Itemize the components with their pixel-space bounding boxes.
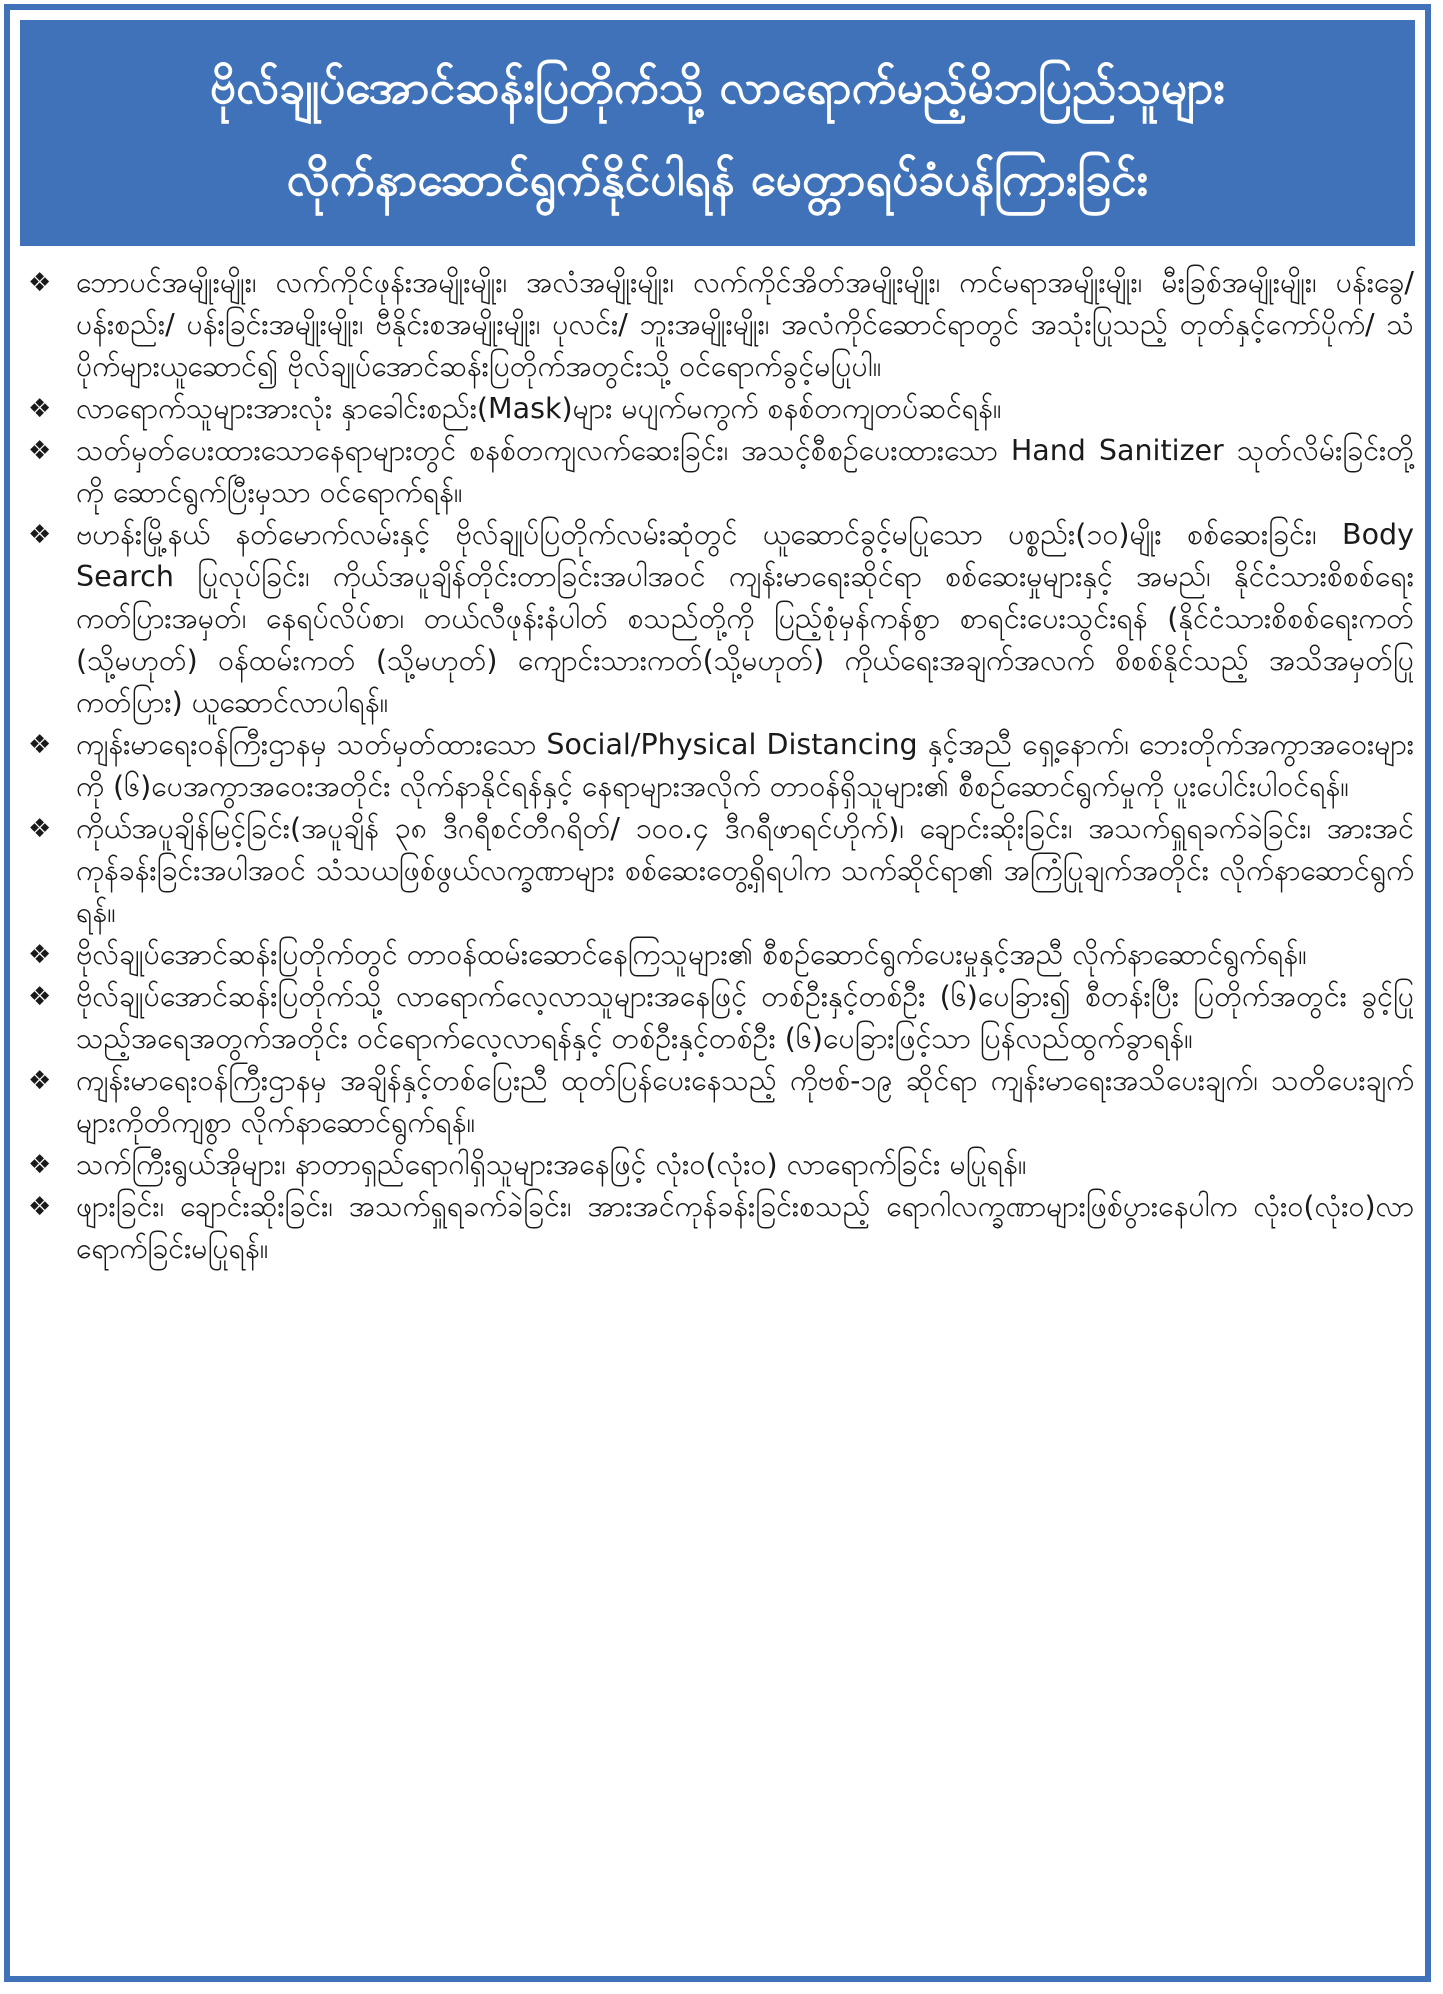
list-item (24, 430, 1414, 514)
list-item (24, 724, 1414, 808)
diamond-bullet-icon: ❖ (28, 436, 52, 466)
list-item-text: သတ်မှတ်ပေးထားသောနေရာများတွင် စနစ်တကျလက်ဆေးခြင်း၊ အသင့်စီစဉ်ပေးထားသော Hand Sanitizer သုတ်လိမ်းခြင်းတို့ကို ဆောင်ရွက်ပြီးမှသာ ဝင်ရောက်ရန်။ (76, 434, 1414, 509)
list-item-text: ဘောပင်အမျိုးမျိုး၊ လက်ကိုင်ဖုန်းအမျိုးမျိုး၊ အလံအမျိုးမျိုး၊ လက်ကိုင်အိတ်အမျိုးမျိုး၊ ကင်မရာအမျိုးမျိုး၊ မီးခြစ်အမျိုးမျိုး၊ ပန်းခွေ/ ပန်းစည်း/ ပန်းခြင်းအမျိုးမျိုး၊ ဗီနိုင်းစအမျိုးမျိုး၊ ပုလင်း/ ဘူးအမျိုးမျိုး၊ အလံကိုင်ဆောင်ရာတွင် အသုံးပြုသည့် တုတ်နှင့်ကော်ပိုက်/ သံပိုက်များယူဆောင်၍ ဗိုလ်ချုပ်အောင်ဆန်းပြတိုက်အတွင်းသို့ ဝင်ရောက်ခွင့်မပြုပါ။ (76, 266, 1414, 383)
list-item-text: ဗဟန်းမြို့နယ် နတ်မောက်လမ်းနှင့် ဗိုလ်ချုပ်ပြတိုက်လမ်းဆုံတွင် ယူဆောင်ခွင့်မပြုသော ပစ္စည်း(၁၀)မျိုး စစ်ဆေးခြင်း၊ Body Search ပြုလုပ်ခြင်း၊ ကိုယ်အပူချိန်တိုင်းတာခြင်းအပါအဝင် ကျန်းမာရေးဆိုင်ရာ စစ်ဆေးမှုများနှင့် အမည်၊ နိုင်ငံသားစိစစ်ရေးကတ်ပြားအမှတ်၊ နေရပ်လိပ်စာ၊ တယ်လီဖုန်းနံပါတ် စသည်တို့ကို ပြည့်စုံမှန်ကန်စွာ စာရင်းပေးသွင်းရန် (နိုင်ငံသားစိစစ်ရေးကတ် (သို့မဟုတ်) ဝန်ထမ်းကတ် (သို့မဟုတ်) ကျောင်းသားကတ်(သို့မဟုတ်) ကိုယ်ရေးအချက်အလက် စိစစ်နိုင်သည့် အသိအမှတ်ပြုကတ်ပြား) ယူဆောင်လာပါရန်။ (76, 518, 1414, 719)
diamond-bullet-icon: ❖ (28, 520, 52, 550)
list-item-text: ဖျားခြင်း၊ ချောင်းဆိုးခြင်း၊ အသက်ရှူရခက်ခဲခြင်း၊ အားအင်ကုန်ခန်းခြင်းစသည့် ရောဂါလက္ခဏာများဖြစ်ပွားနေပါက လုံးဝ(လုံးဝ)လာရောက်ခြင်းမပြုရန်။ (76, 1190, 1414, 1265)
list-item-text: ကျန်းမာရေးဝန်ကြီးဌာနမှ သတ်မှတ်ထားသော Social/Physical Distancing နှင့်အညီ ရှေ့နောက်၊ ဘေးတိုက်အကွာအဝေးများကို (၆)ပေအကွာအဝေးအတိုင်း လိုက်နာနိုင်ရန်နှင့် နေရာများအလိုက် တာဝန်ရှိသူများ၏ စီစဉ်ဆောင်ရွက်မှုကို ပူးပေါင်းပါဝင်ရန်။ (76, 728, 1414, 803)
list-item-text: သက်ကြီးရွယ်အိုများ၊ နာတာရှည်ရောဂါရှိသူများအနေဖြင့် လုံးဝ(လုံးဝ) လာရောက်ခြင်း မပြုရန်။ (76, 1148, 1027, 1181)
list-item (24, 976, 1414, 1060)
list-item (24, 808, 1414, 934)
diamond-bullet-icon: ❖ (28, 1192, 52, 1222)
diamond-bullet-icon: ❖ (28, 1066, 52, 1096)
notice-list (24, 262, 1414, 1270)
list-item-text: လာရောက်သူများအားလုံး နှာခေါင်းစည်း(Mask)များ မပျက်မကွက် စနစ်တကျတပ်ဆင်ရန်။ (76, 392, 1002, 425)
list-item (24, 1060, 1414, 1144)
list-item-text: ဗိုလ်ချုပ်အောင်ဆန်းပြတိုက်သို့ လာရောက်လေ့လာသူများအနေဖြင့် တစ်ဦးနှင့်တစ်ဦး (၆)ပေခြား၍ စီတန်းပြီး ပြတိုက်အတွင်း ခွင့်ပြုသည့်အရေအတွက်အတိုင်း ဝင်ရောက်လေ့လာရန်နှင့် တစ်ဦးနှင့်တစ်ဦး (၆)ပေခြားဖြင့်သာ ပြန်လည်ထွက်ခွာရန်။ (76, 980, 1414, 1055)
list-item (24, 514, 1414, 724)
title-banner (20, 20, 1415, 246)
diamond-bullet-icon: ❖ (28, 1150, 52, 1180)
diamond-bullet-icon: ❖ (28, 394, 52, 424)
diamond-bullet-icon: ❖ (28, 940, 52, 970)
list-item (24, 934, 1414, 976)
diamond-bullet-icon: ❖ (28, 982, 52, 1012)
notice-page (4, 4, 1431, 1982)
list-item-text: ဗိုလ်ချုပ်အောင်ဆန်းပြတိုက်တွင် တာဝန်ထမ်းဆောင်နေကြသူများ၏ စီစဉ်ဆောင်ရွက်ပေးမှုနှင့်အညီ လိုက်နာဆောင်ရွက်ရန်။ (76, 938, 1307, 971)
title-line-1: ဗိုလ်ချုပ်အောင်ဆန်းပြတိုက်သို့ လာရောက်မည့်မိဘပြည်သူများ (209, 60, 1226, 114)
diamond-bullet-icon: ❖ (28, 730, 52, 760)
list-item-text: ကိုယ်အပူချိန်မြင့်ခြင်း(အပူချိန် ၃၈ ဒီဂရီစင်တီဂရိတ်/ ၁၀၀.၄ ဒီဂရီဖာရင်ဟိုက်)၊ ချောင်းဆိုးခြင်း၊ အသက်ရှူရခက်ခဲခြင်း၊ အားအင်ကုန်ခန်းခြင်းအပါအဝင် သံသယဖြစ်ဖွယ်လက္ခဏာများ စစ်ဆေးတွေ့ရှိရပါက သက်ဆိုင်ရာ၏ အကြံပြုချက်အတိုင်း လိုက်နာဆောင်ရွက်ရန်။ (76, 812, 1414, 929)
list-item (24, 262, 1414, 388)
list-item-text: ကျန်းမာရေးဝန်ကြီးဌာနမှ အချိန်နှင့်တစ်ပြေးညီ ထုတ်ပြန်ပေးနေသည့် ကိုဗစ်-၁၉ ဆိုင်ရာ ကျန်းမာရေးအသိပေးချက်၊ သတိပေးချက်များကိုတိကျစွာ လိုက်နာဆောင်ရွက်ရန်။ (76, 1064, 1414, 1139)
list-item (24, 1186, 1414, 1270)
list-item (24, 1144, 1414, 1186)
diamond-bullet-icon: ❖ (28, 814, 52, 844)
diamond-bullet-icon: ❖ (28, 268, 52, 298)
list-item (24, 388, 1414, 430)
title-line-2: လိုက်နာဆောင်ရွက်နိုင်ပါရန် မေတ္တာရပ်ခံပန်ကြားခြင်း (286, 152, 1149, 206)
